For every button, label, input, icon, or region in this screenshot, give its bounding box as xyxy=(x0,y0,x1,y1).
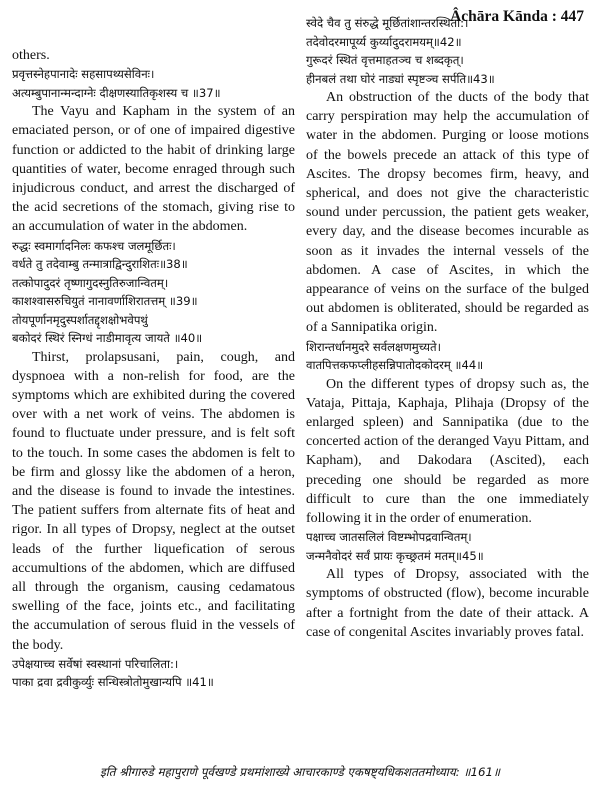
verse-line: उपेक्षयाच्च सर्वेषां स्वस्थानां परिचालिता:। xyxy=(12,656,179,671)
verse-line: वर्धते तु तदेवाम्बु तन्मात्राद्विन्दुराशितः॥38॥ xyxy=(12,257,188,272)
chapter-colophon: इति श्रीगारुडे महापुराणे पूर्वखण्डे प्रथमांशाख्ये आचारकाण्डे एकषष्ट्यधिकशततमोध्याय: ॥161॥ xyxy=(99,765,501,779)
translation-paragraph: On the different types of dropsy such as, the Vataja, Pittaja, Kaphaja, Plihaja (Dropsy of the enlarged spleen) and Sannipatika (due to the concerted action of the deranged Vayu Pittam, and Kapham), and Dakodara (Ascited), each preceding one should be regarded as more difficult to cure than the one immediately following it in the order of enumeration. xyxy=(306,376,589,527)
sanskrit-verse-block xyxy=(306,338,589,375)
verse-line: पक्षाच्च जातसलिलं विष्टम्भोपद्रवान्वितम्। xyxy=(306,530,472,545)
translation-paragraph: All types of Dropsy, associated with the symptoms of obstructed (flow), become incurable after a fortnight from the date of their attack. A case of congenital Ascites invariably proves fatal. xyxy=(306,567,589,640)
verse-line: रुद्धः स्वमार्गादनिलः कफश्च जलमूर्छितः। xyxy=(12,238,176,253)
verse-line: पाका द्रवा द्रवीकुर्व्युः सन्धिस्त्रोतोमुखान्यपि ॥41॥ xyxy=(12,675,214,690)
verse-line: तत्कोपादुदरं तृष्णागुदस्नुतिरुजान्वितम्। xyxy=(12,275,169,290)
left-column xyxy=(12,46,295,692)
right-column xyxy=(306,14,589,642)
verse-line: तोयपूर्णानमृदुस्पर्शातद्दृशक्षोभवेपथुं xyxy=(12,312,148,327)
sanskrit-verse-block xyxy=(12,655,295,692)
translation-paragraph: The Vayu and Kapham in the system of an emaciated person, or of one of impaired digestive function or addicted to the habit of drinking large quantities of water, become enraged through such injudicrous conduct, and arrest the discharged of the acid secretions of the stomach, giving rise to an accumulation of water in the abdomen. xyxy=(12,104,295,235)
sanskrit-verse-block xyxy=(306,14,589,88)
verse-line: हीनबलं तथा घोरं नाड्यां स्पृष्टञ्च सर्पति॥43॥ xyxy=(306,71,495,86)
page-header: Âchāra Kānda : 447 xyxy=(450,8,584,25)
verse-line: स्वेदे चैव तु संरुद्धे मूर्छितांशान्तरस्थिता:। xyxy=(306,16,469,30)
translation-paragraph: Thirst, prolapsusani, pain, cough, and dyspnoea with a non-relish for food, are the symptoms which are exhibited during the covered over with a net work of veins. The abdomen is found to fluctuate under pressure, and is felt soft to the touch. In some cases the abdomen is felt to be firm and glossy like the abdomen of a heron, and the disease is found to invade the intestines. The patient suffers from alternate fits of heat and rigor. In all types of Dropsy, neglect at the outset leads of the further liquefication of serous accumultions of the abdomen, which are diffused all through the organism, causing cedamatous swelling of the face, joints etc., and facilitating the accumulation of serous fluid in the vessels of the body. xyxy=(12,349,295,653)
translation-paragraph: An obstruction of the ducts of the body that carry perspiration may help the accumulation of water in the abdomen. Purging or loose motions of the bowels precede an attack of this type of Ascites. The dropsy becomes firm, heavy, and spherical, and does not give the characteristic sound under percussion, the patient gets weaker, every day, and the disease becomes incurable as soon as it invades the internal vessels of the abdomen. A case of Ascites, in which the appearance of veins on the surface of the bulged out abdomen is obliterated, should be regarded as of a Sannipatika origin. xyxy=(306,90,589,336)
verse-line: काशश्वासरुचियुतं नानावर्णाशिरातत्तम् ॥39॥ xyxy=(12,294,198,309)
sanskrit-verse-block xyxy=(12,65,295,102)
sanskrit-verse-block xyxy=(306,528,589,565)
verse-line: अत्यम्बुपानान्मन्दाग्नेः दीक्षणस्यातिकृशस्य च ॥37॥ xyxy=(12,85,221,100)
verse-line: वातपित्तकफप्लीहसन्निपातोदकोदरम् ॥44॥ xyxy=(306,358,484,373)
verse-line: प्रवृत्तस्नेहपानादेः सहसापथ्यसेविनः। xyxy=(12,67,155,82)
continuation-text: others. xyxy=(12,48,50,63)
verse-line: बकोदरं स्थिरं स्निग्धं नाडीमावृत्य जायते ॥40॥ xyxy=(12,331,203,346)
sanskrit-verse-block xyxy=(12,237,295,348)
verse-line: जन्मनैवोदरं सर्वं प्रायः कृच्छ्रतमं मतम्॥45॥ xyxy=(306,548,484,563)
verse-line: गुरूदरं स्थितं वृत्तमाहतञ्च च शब्दकृत्। xyxy=(306,53,464,67)
verse-line: शिरान्तर्धानमुदरे सर्वलक्षणमुच्यते। xyxy=(306,339,441,354)
verse-line: तदेवोदरमापूर्य्य कुर्य्यादुदरामयम्॥42॥ xyxy=(306,34,462,49)
